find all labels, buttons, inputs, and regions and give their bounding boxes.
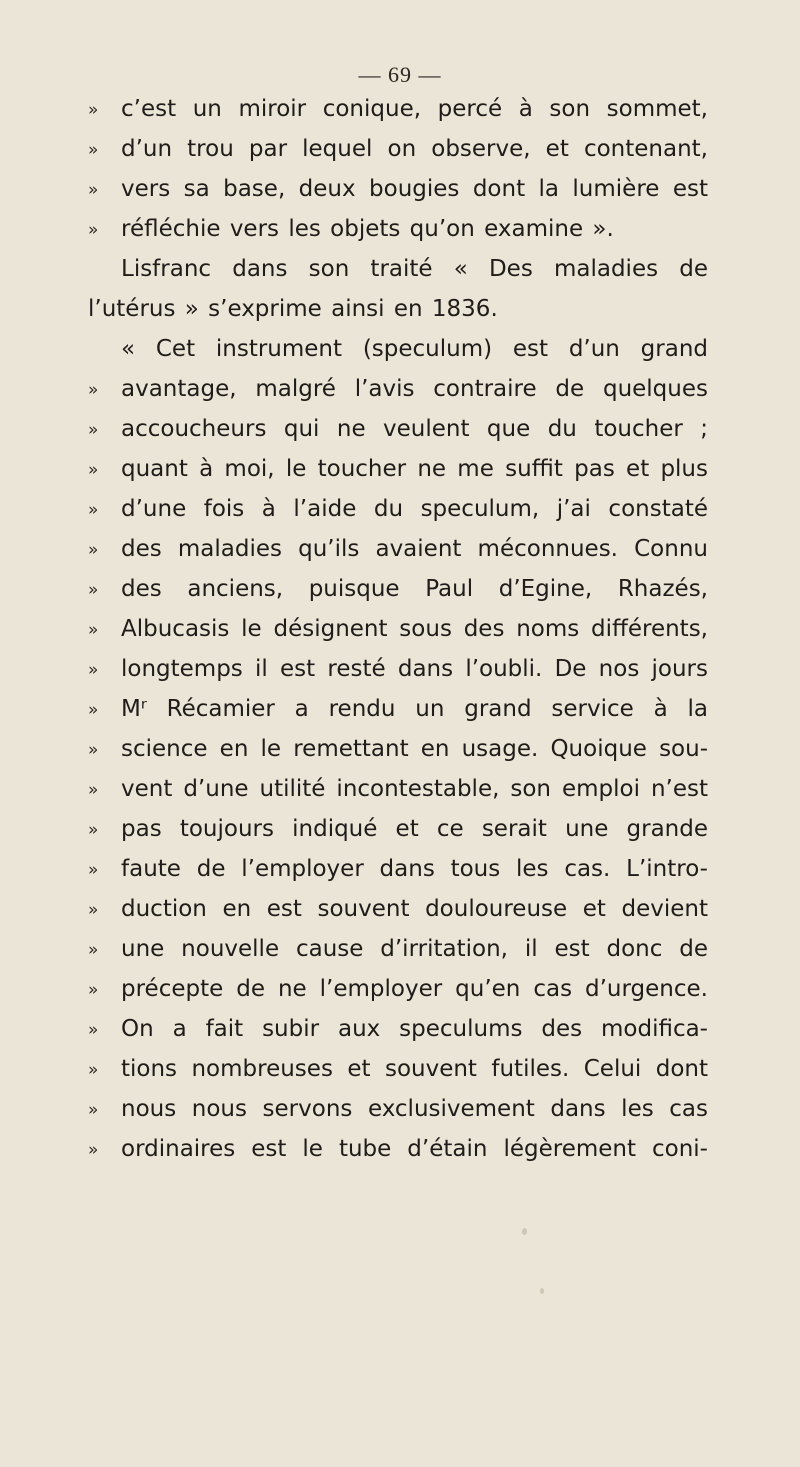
line-text: c’est un miroir conique, percé à son sommet, xyxy=(121,96,708,122)
text-line xyxy=(121,248,708,290)
line-text: avantage, malgré l’avis contraire de quelques xyxy=(121,376,708,402)
line-text: « Cet instrument (speculum) est d’un grand xyxy=(121,336,708,362)
text-line xyxy=(88,368,708,410)
text-line xyxy=(88,1088,708,1130)
guillemet: » xyxy=(88,460,99,480)
line-text: pas toujours indiqué et ce serait une grande xyxy=(121,816,708,842)
guillemet: » xyxy=(88,180,99,200)
text-line xyxy=(88,208,614,250)
text-line xyxy=(88,608,708,650)
text-line xyxy=(88,88,708,130)
text-line xyxy=(88,528,708,570)
text-line xyxy=(88,728,708,770)
guillemet: » xyxy=(88,1100,99,1120)
text-line xyxy=(88,128,708,170)
guillemet: » xyxy=(88,1020,99,1040)
text-line xyxy=(88,168,708,210)
line-text: tions nombreuses et souvent futiles. Celui dont xyxy=(121,1056,708,1082)
guillemet: » xyxy=(88,1060,99,1080)
line-text: vent d’une utilité incontestable, son emploi n’est xyxy=(121,776,708,802)
paper-spot xyxy=(522,1228,527,1235)
line-text: vers sa base, deux bougies dont la lumière est xyxy=(121,176,708,202)
guillemet: » xyxy=(88,660,99,680)
text-line xyxy=(88,1048,708,1090)
line-text: nous nous servons exclusivement dans les cas xyxy=(121,1096,708,1122)
guillemet: » xyxy=(88,140,99,160)
guillemet: » xyxy=(88,700,99,720)
guillemet: » xyxy=(88,100,99,120)
guillemet: » xyxy=(88,620,99,640)
line-text: On a fait subir aux speculums des modifica- xyxy=(121,1016,708,1042)
text-line xyxy=(88,808,708,850)
text-line xyxy=(88,928,708,970)
line-text: Albucasis le désignent sous des noms différents, xyxy=(121,616,708,642)
text-line xyxy=(88,488,708,530)
guillemet: » xyxy=(88,420,99,440)
text-line xyxy=(88,648,708,690)
guillemet: » xyxy=(88,780,99,800)
line-text: des maladies qu’ils avaient méconnues. Connu xyxy=(121,536,708,562)
guillemet: » xyxy=(88,580,99,600)
guillemet: » xyxy=(88,380,99,400)
guillemet: » xyxy=(88,860,99,880)
line-text: ordinaires est le tube d’étain légèrement coni- xyxy=(121,1136,708,1162)
paper-spot xyxy=(540,1288,544,1294)
guillemet: » xyxy=(88,500,99,520)
guillemet: » xyxy=(88,220,99,240)
line-text: des anciens, puisque Paul d’Egine, Rhazés, xyxy=(121,576,708,602)
line-text: quant à moi, le toucher ne me suffit pas et plus xyxy=(121,456,708,482)
text-line xyxy=(88,848,708,890)
line-text: réfléchie vers les objets qu’on examine ». xyxy=(121,216,614,242)
text-line xyxy=(88,1128,708,1170)
guillemet: » xyxy=(88,740,99,760)
text-line xyxy=(88,408,708,450)
text-line xyxy=(88,888,708,930)
text-line xyxy=(88,968,708,1010)
line-text: d’un trou par lequel on observe, et contenant, xyxy=(121,136,708,162)
text-line xyxy=(88,1008,708,1050)
text-line xyxy=(88,768,708,810)
guillemet: » xyxy=(88,1140,99,1160)
line-text: faute de l’employer dans tous les cas. L’intro- xyxy=(121,856,708,882)
line-text: d’une fois à l’aide du speculum, j’ai constaté xyxy=(121,496,708,522)
guillemet: » xyxy=(88,540,99,560)
guillemet: » xyxy=(88,980,99,1000)
line-text: une nouvelle cause d’irritation, il est donc de xyxy=(121,936,708,962)
line-text: science en le remettant en usage. Quoique sou- xyxy=(121,736,708,762)
line-text: précepte de ne l’employer qu’en cas d’urgence. xyxy=(121,976,708,1002)
line-text: Mʳ Récamier a rendu un grand service à la xyxy=(121,696,708,722)
text-line xyxy=(88,568,708,610)
line-text: accoucheurs qui ne veulent que du toucher ; xyxy=(121,416,708,442)
page-number: — 69 — xyxy=(358,62,442,87)
guillemet: » xyxy=(88,900,99,920)
line-text: duction en est souvent douloureuse et devient xyxy=(121,896,708,922)
text-line xyxy=(88,688,708,730)
line-text: l’utérus » s’exprime ainsi en 1836. xyxy=(88,296,498,322)
text-line xyxy=(121,328,708,370)
line-text: Lisfranc dans son traité « Des maladies de xyxy=(121,256,708,282)
guillemet: » xyxy=(88,820,99,840)
text-line xyxy=(88,288,498,330)
line-text: longtemps il est resté dans l’oubli. De nos jours xyxy=(121,656,708,682)
guillemet: » xyxy=(88,940,99,960)
text-line xyxy=(88,448,708,490)
